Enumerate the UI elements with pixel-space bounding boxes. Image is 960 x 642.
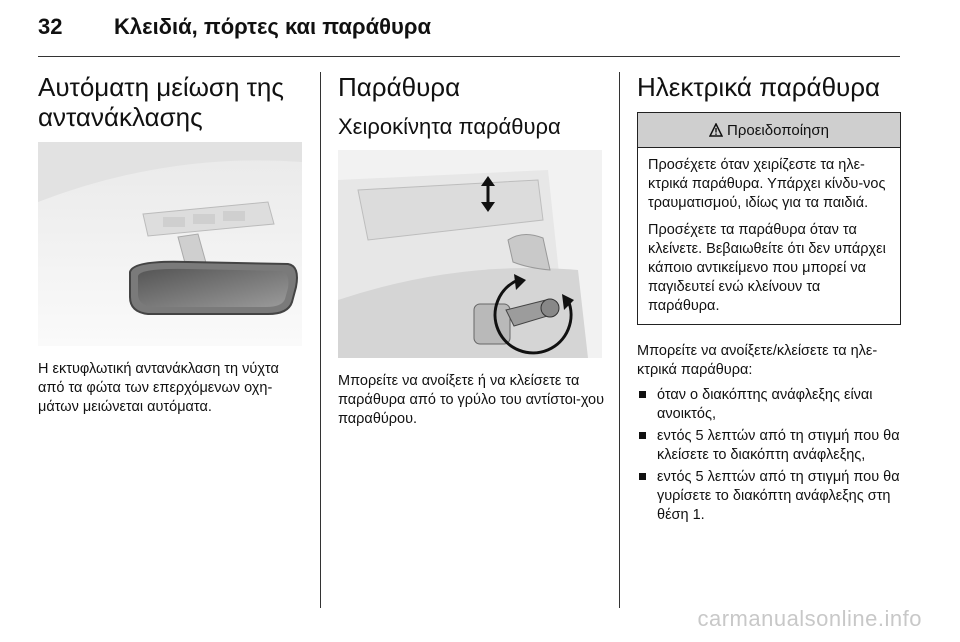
conditions-list — [637, 386, 905, 525]
column-divider-1 — [320, 72, 321, 608]
rearview-mirror-drawing — [38, 142, 302, 346]
warning-paragraph: Προσέχετε όταν χειρίζεστε τα ηλε-κτρικά παράθυρα. Υπάρχει κίνδυ-νος τραυματισμού, ιδίως για τα παιδιά. — [648, 157, 886, 211]
mirror-illustration — [38, 142, 302, 346]
auto-dimming-description: Η εκτυφλωτική αντανάκλαση τη νύχτα από τα φώτα των επερχόμενων οχη-μάτων μειώνεται αυτόματα. — [38, 361, 279, 415]
section-heading-windows: Παράθυρα — [338, 72, 461, 102]
watermark: carmanualsonline.info — [697, 606, 922, 631]
warning-header — [638, 113, 900, 148]
column-divider-2 — [619, 72, 620, 608]
power-windows-intro: Μπορείτε να ανοίξετε/κλείσετε τα ηλε-κτρικά παράθυρα: — [637, 343, 878, 378]
running-title: Κλειδιά, πόρτες και παράθυρα — [114, 14, 431, 39]
header-rule — [38, 56, 900, 57]
section-heading-power-windows: Ηλεκτρικά παράθυρα — [637, 72, 881, 102]
section-heading-auto-dimming: Αυτόματη μείωση της αντανάκλασης — [38, 72, 284, 132]
warning-paragraph: Προσέχετε τα παράθυρα όταν τα κλείνετε. Βεβαιωθείτε ότι δεν υπάρχει κάποιο αντικείμενο που μπορεί να παγιδευτεί ενώ κλείνουν τα παράθυρα. — [648, 222, 886, 314]
list-item: εντός 5 λεπτών από τη στιγμή που θα γυρίσετε το διακόπτη ανάφλεξης στη θέση 1. — [637, 468, 905, 525]
column-1 — [38, 72, 308, 132]
window-crank-illustration — [338, 150, 602, 358]
warning-box — [637, 112, 901, 325]
column-3 — [637, 72, 907, 102]
manual-windows-description: Μπορείτε να ανοίξετε ή να κλείσετε τα παράθυρα από το γρύλο του αντίστοι-χου παραθύρου. — [338, 373, 605, 427]
page-header — [38, 14, 920, 44]
page-number: 32 — [38, 14, 63, 39]
list-item: όταν ο διακόπτης ανάφλεξης είναι ανοικτός, — [637, 386, 905, 424]
warning-triangle-icon — [709, 123, 723, 137]
column-3-text — [637, 342, 905, 528]
column-1-text — [38, 360, 308, 417]
column-2-text — [338, 372, 608, 429]
warning-title: Προειδοποίηση — [727, 121, 829, 139]
subheading-manual-windows: Χειροκίνητα παράθυρα — [338, 114, 561, 139]
warning-body — [638, 148, 900, 324]
list-item: εντός 5 λεπτών από τη στιγμή που θα κλείσετε το διακόπτη ανάφλεξης, — [637, 427, 905, 465]
window-crank-drawing — [338, 150, 602, 358]
column-2 — [338, 72, 608, 140]
